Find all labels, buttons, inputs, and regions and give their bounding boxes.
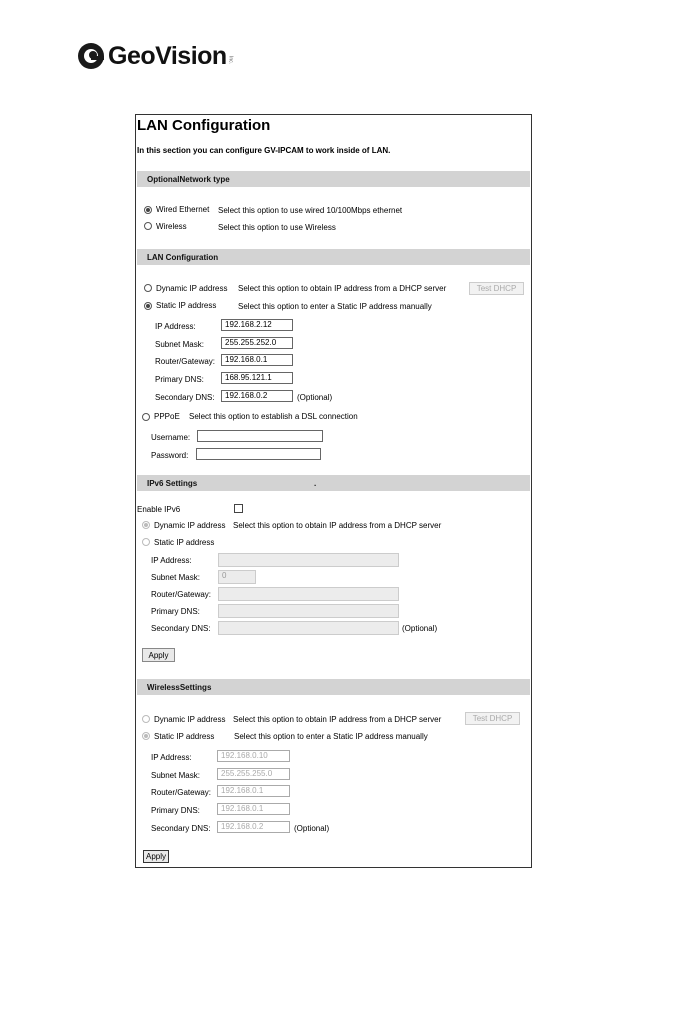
ipv6-dynamic-label: Dynamic IP address	[154, 521, 226, 530]
pppoe-desc: Select this option to establish a DSL connection	[189, 412, 358, 421]
lan-optional-note: (Optional)	[297, 393, 333, 402]
wired-ethernet-radio[interactable]	[144, 206, 152, 214]
wireless-static-desc: Select this option to enter a Static IP address manually	[234, 732, 428, 741]
lan-static-label: Static IP address	[156, 301, 217, 310]
page-intro: In this section you can configure GV-IPCAM to work inside of LAN.	[137, 146, 391, 155]
wireless-secondary-dns-input[interactable]: 192.168.0.2	[217, 821, 290, 833]
ipv6-primary-dns-input[interactable]	[218, 604, 399, 618]
ipv6-header-text: IPv6 Settings	[147, 479, 198, 488]
pppoe-radio[interactable]	[142, 413, 150, 421]
pppoe-password-input[interactable]	[196, 448, 321, 460]
lan-gateway-input[interactable]: 192.168.0.1	[221, 354, 293, 366]
ipv6-gateway-label: Router/Gateway:	[151, 590, 212, 599]
ipv6-ip-input[interactable]	[218, 553, 399, 567]
logo-text: GeoVision	[108, 41, 227, 70]
wireless-optional-note: (Optional)	[294, 824, 330, 833]
wireless-primary-dns-label: Primary DNS:	[151, 806, 200, 815]
ipv6-dynamic-radio[interactable]	[142, 521, 150, 529]
section-wireless-header: WirelessSettings	[137, 679, 530, 695]
wireless-label: Wireless	[156, 222, 187, 231]
ipv6-secondary-dns-label: Secondary DNS:	[151, 624, 211, 633]
section-ipv6-header	[137, 475, 530, 491]
ipv6-primary-dns-label: Primary DNS:	[151, 607, 200, 616]
pppoe-username-input[interactable]	[197, 430, 323, 442]
lan-primary-dns-label: Primary DNS:	[155, 375, 204, 384]
wireless-radio[interactable]	[144, 222, 152, 230]
ipv6-apply-button[interactable]: Apply	[142, 648, 175, 662]
wireless-mask-label: Subnet Mask:	[151, 771, 200, 780]
wireless-ip-input[interactable]: 192.168.0.10	[217, 750, 290, 762]
enable-ipv6-label: Enable IPv6	[137, 505, 181, 514]
lan-mask-input[interactable]: 255.255.252.0	[221, 337, 293, 349]
ipv6-static-radio[interactable]	[142, 538, 150, 546]
ipv6-mask-input[interactable]: 0	[218, 570, 256, 584]
wireless-mask-input[interactable]: 255.255.255.0	[217, 768, 290, 780]
pppoe-label: PPPoE	[154, 412, 180, 421]
lan-ip-label: IP Address:	[155, 322, 196, 331]
ipv6-mask-label: Subnet Mask:	[151, 573, 200, 582]
lan-primary-dns-input[interactable]: 168.95.121.1	[221, 372, 293, 384]
wireless-dynamic-desc: Select this option to obtain IP address from a DHCP server	[233, 715, 442, 724]
section-lan-header: LAN Configuration	[137, 249, 530, 265]
lan-dynamic-radio[interactable]	[144, 284, 152, 292]
wireless-gateway-input[interactable]: 192.168.0.1	[217, 785, 290, 797]
lan-secondary-dns-label: Secondary DNS:	[155, 393, 215, 402]
lan-ip-input[interactable]: 192.168.2.12	[221, 319, 293, 331]
pppoe-password-label: Password:	[151, 451, 189, 460]
pppoe-username-label: Username:	[151, 433, 191, 442]
wireless-test-dhcp-button[interactable]: Test DHCP	[465, 712, 520, 725]
logo-sup: Inc.	[227, 55, 234, 65]
lan-dynamic-label: Dynamic IP address	[156, 284, 228, 293]
lan-static-radio[interactable]	[144, 302, 152, 310]
ipv6-ip-label: IP Address:	[151, 556, 192, 565]
lan-test-dhcp-button[interactable]: Test DHCP	[469, 282, 524, 295]
lan-gateway-label: Router/Gateway:	[155, 357, 216, 366]
wireless-dynamic-label: Dynamic IP address	[154, 715, 226, 724]
ipv6-gateway-input[interactable]	[218, 587, 399, 601]
lan-dynamic-desc: Select this option to obtain IP address from a DHCP server	[238, 284, 447, 293]
wireless-apply-button[interactable]: Apply	[143, 850, 169, 863]
wireless-static-radio[interactable]	[142, 732, 150, 740]
ipv6-header-dot: .	[314, 479, 317, 488]
enable-ipv6-checkbox[interactable]	[234, 504, 243, 513]
wired-ethernet-label: Wired Ethernet	[156, 205, 210, 214]
wired-ethernet-desc: Select this option to use wired 10/100Mbps ethernet	[218, 206, 403, 215]
wireless-desc: Select this option to use Wireless	[218, 223, 336, 232]
section-network-type-header: OptionalNetwork type	[137, 171, 530, 187]
geovision-logo	[76, 38, 234, 74]
ipv6-dynamic-desc: Select this option to obtain IP address from a DHCP server	[233, 521, 442, 530]
wireless-gateway-label: Router/Gateway:	[151, 788, 212, 797]
wireless-ip-label: IP Address:	[151, 753, 192, 762]
lan-mask-label: Subnet Mask:	[155, 340, 204, 349]
ipv6-static-label: Static IP address	[154, 538, 215, 547]
page-title: LAN Configuration	[137, 117, 271, 134]
lan-secondary-dns-input[interactable]: 192.168.0.2	[221, 390, 293, 402]
ipv6-secondary-dns-input[interactable]	[218, 621, 399, 635]
wireless-static-label: Static IP address	[154, 732, 215, 741]
lan-static-desc: Select this option to enter a Static IP address manually	[238, 302, 432, 311]
wireless-dynamic-radio[interactable]	[142, 715, 150, 723]
wireless-primary-dns-input[interactable]: 192.168.0.1	[217, 803, 290, 815]
ipv6-optional-note: (Optional)	[402, 624, 438, 633]
wireless-secondary-dns-label: Secondary DNS:	[151, 824, 211, 833]
geovision-logo-icon	[76, 41, 106, 71]
